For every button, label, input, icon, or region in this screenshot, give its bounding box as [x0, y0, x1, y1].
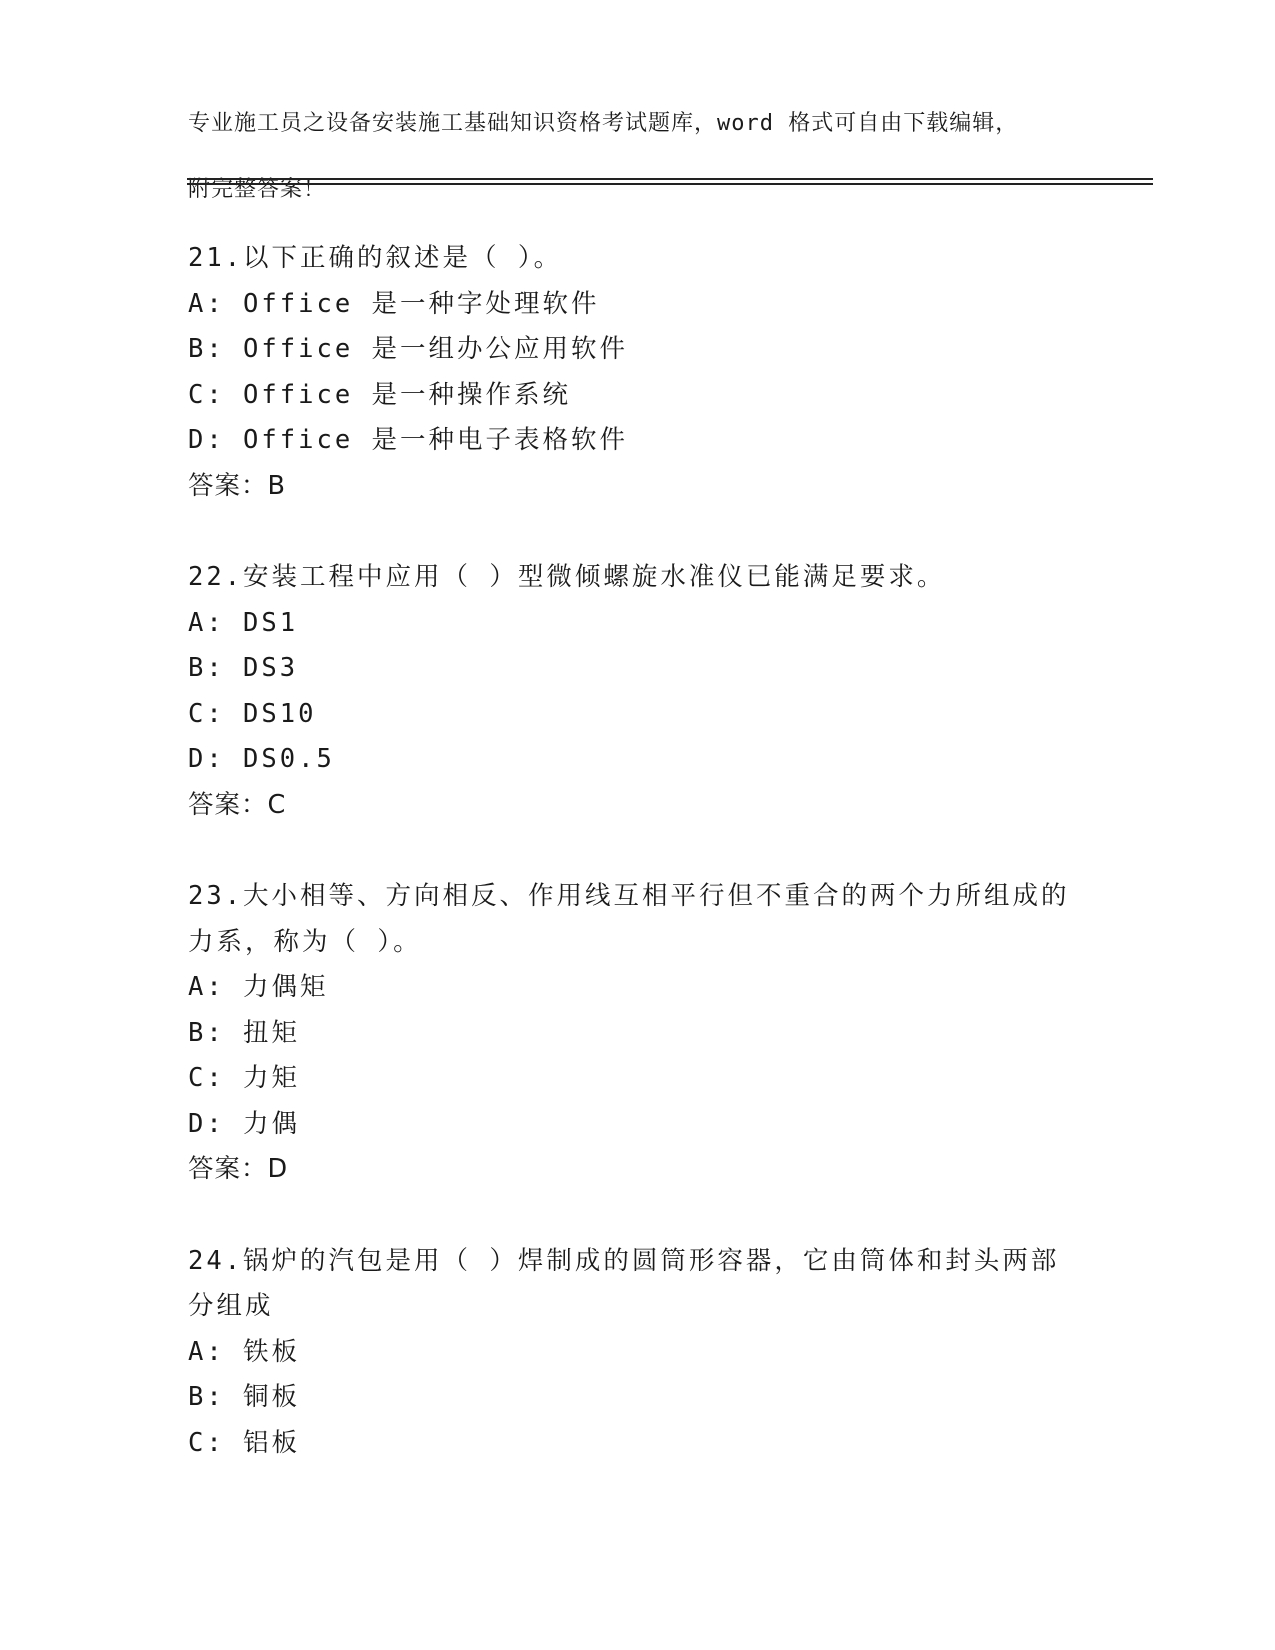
document-header — [188, 74, 1088, 239]
answer-label: 答案：D — [188, 1154, 289, 1184]
header-divider-bottom — [187, 183, 1153, 185]
question-list — [188, 236, 1088, 1512]
question-stem-line-2: 力系，称为（ ）。 — [188, 926, 422, 957]
option-b: B: DS3 — [188, 653, 299, 683]
option-a: A: 铁板 — [188, 1336, 301, 1367]
question-21 — [188, 236, 1088, 509]
option-c: C: 力矩 — [188, 1063, 301, 1093]
question-23 — [188, 874, 1088, 1193]
option-b: B: 铜板 — [188, 1382, 301, 1412]
option-d: D: 力偶 — [188, 1108, 301, 1139]
option-c: C: Office 是一种操作系统 — [188, 379, 572, 410]
option-b: B: 扭矩 — [188, 1017, 301, 1048]
answer-label: 答案：C — [188, 789, 287, 820]
option-a: A: Office 是一种字处理软件 — [188, 288, 600, 319]
header-intro-line-1: 专业施工员之设备安装施工基础知识资格考试题库，word 格式可自由下载编辑， — [188, 111, 1019, 136]
option-a: A: DS1 — [188, 607, 299, 638]
question-stem-line-2: 分组成 — [188, 1291, 274, 1321]
option-a: A: 力偶矩 — [188, 972, 329, 1002]
option-c: C: 铝板 — [188, 1427, 301, 1458]
option-d: D: Office 是一种电子表格软件 — [188, 425, 629, 455]
option-d: D: DS0.5 — [188, 744, 335, 774]
header-divider-top — [187, 178, 1153, 180]
answer-label: 答案：B — [188, 470, 286, 501]
option-b: B: Office 是一组办公应用软件 — [188, 334, 629, 364]
question-22 — [188, 555, 1088, 828]
question-stem-line-1: 24.锅炉的汽包是用（ ）焊制成的圆筒形容器，它由筒体和封头两部 — [188, 1245, 1060, 1276]
question-stem: 21.以下正确的叙述是（ ）。 — [188, 243, 563, 273]
question-stem-line-1: 23.大小相等、方向相反、作用线互相平行但不重合的两个力所组成的 — [188, 881, 1070, 911]
option-c: C: DS10 — [188, 698, 317, 729]
question-24 — [188, 1239, 1088, 1467]
header-intro-line-2: 附完整答案！ — [188, 177, 327, 202]
question-stem: 22.安装工程中应用（ ）型微倾螺旋水准仪已能满足要求。 — [188, 562, 946, 592]
